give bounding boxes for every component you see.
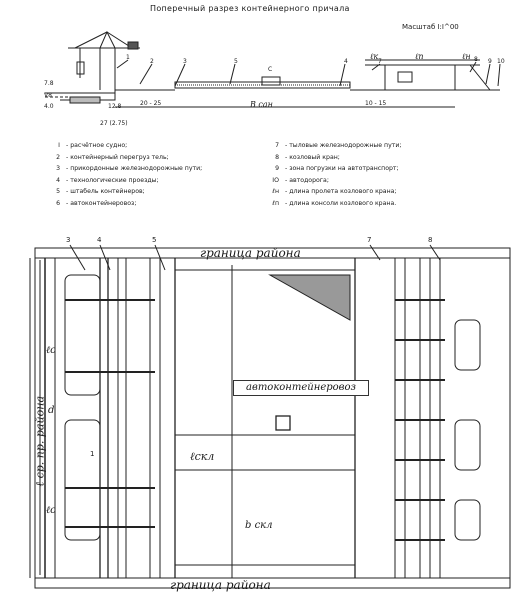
dim-c: C xyxy=(268,66,273,73)
plan-lc-bottom: ℓс xyxy=(46,505,56,516)
dim-h1: 7.8 xyxy=(44,80,54,87)
dim-lp: ℓп xyxy=(415,52,424,61)
plan-callout-5: 5 xyxy=(152,236,157,244)
plan-callout-7: 7 xyxy=(367,236,372,244)
plan-l-skl: ℓскл xyxy=(190,450,215,463)
dim-lk: ℓк xyxy=(370,52,379,61)
section-title: Поперечный разрез контейнерного причала xyxy=(150,4,350,13)
dim-h2: V8 xyxy=(44,92,52,99)
dim-ln: ℓн xyxy=(462,52,471,61)
legend-left: I - расчётное судно; 2 - контейнерный перегруз тель; 3 - прикордонные железнодорожные пути; 4 - технологические проезды; 5 - штабель контейнеров; 6 - автоконтейнеровоз; xyxy=(56,142,203,207)
callout-7: 7 xyxy=(378,58,382,65)
dim-d2: 20 - 25 xyxy=(140,100,162,107)
plan-callout-8: 8 xyxy=(428,236,433,244)
vehicle-square xyxy=(276,416,290,430)
callout-10: 10 xyxy=(497,58,505,65)
dim-mark: 27 (2.75) xyxy=(100,120,128,127)
plan-callout-4: 4 xyxy=(97,236,102,244)
plan-b-skl: b скл xyxy=(245,520,273,531)
dim-d1: 12.8 xyxy=(108,103,122,110)
plan-callout-1: 1 xyxy=(90,450,95,458)
scale-label: Масштаб I:I^00 xyxy=(402,23,459,31)
legend-right: 7 - тыловые железнодорожные пути; 8 - козловый кран; 9 - зона погрузки на автотранспорт; IO - автодорога; ℓн - длина пролета козлового крана; ℓп - длина консоли козлового крана. xyxy=(272,142,402,207)
callout-9: 9 xyxy=(488,58,492,65)
plan-lc-top: ℓс xyxy=(46,345,56,356)
callout-8: 8 xyxy=(474,56,478,63)
dim-b: B сан xyxy=(250,100,273,109)
plan-d: d xyxy=(48,405,55,416)
callout-2: 2 xyxy=(150,58,154,65)
plan-callout-3: 3 xyxy=(66,236,71,244)
callout-3: 3 xyxy=(183,58,187,65)
plan-border-top: граница района xyxy=(200,246,301,260)
truck xyxy=(262,77,280,85)
callout-1: 1 xyxy=(126,54,130,61)
plan-border-bottom: граница района xyxy=(170,578,271,592)
callout-4: 4 xyxy=(344,58,348,65)
callout-5: 5 xyxy=(234,58,238,65)
plan-side-label: ℓ ср. пр. района xyxy=(33,395,47,487)
vehicle-label: автоконтейнеровоз xyxy=(233,380,369,396)
dim-h3: 4.0 xyxy=(44,103,54,110)
ship xyxy=(70,97,100,103)
dim-d3: 10 - 15 xyxy=(365,100,387,107)
